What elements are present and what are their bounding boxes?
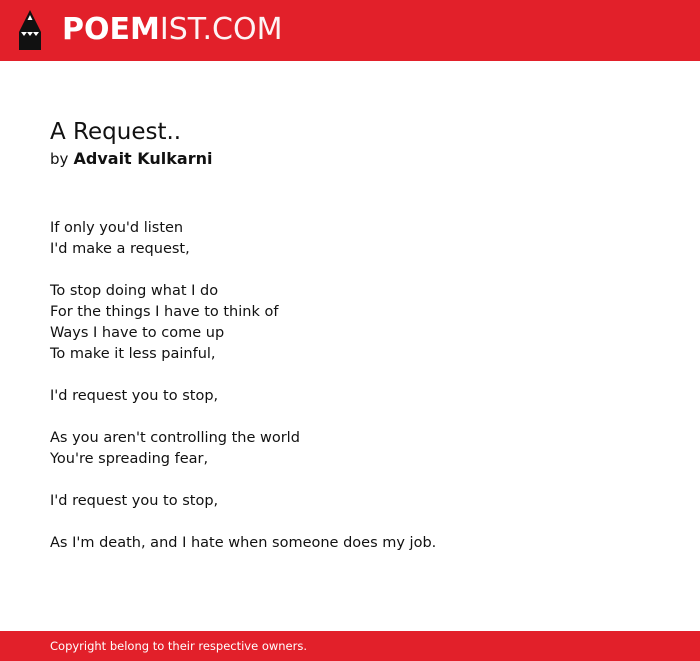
poem-heading [50,116,670,170]
by-label: by [50,150,69,168]
poem-stanza [50,428,670,470]
poem-line: Ways I have to come up [50,325,225,341]
poem-line: For the things I have to think of [50,304,279,320]
poem-line: I'd make a request, [50,241,190,257]
pencil-icon[interactable] [17,9,43,51]
poem-line: As you aren't controlling the world [50,430,300,446]
poem-stanza [50,491,670,512]
poem-line: As I'm death, and I hate when someone does my job. [50,535,437,551]
site-logo[interactable] [62,12,282,48]
poem-line: I'd request you to stop, [50,493,219,509]
logo-light-text: IST.COM [159,12,283,47]
poem-title: A Request.. [50,119,182,145]
site-footer [0,631,700,661]
copyright-text: Copyright belong to their respective owners. [50,639,308,653]
poem-line: To stop doing what I do [50,283,219,299]
poem-line: You're spreading fear, [50,451,209,467]
poem-line: To make it less painful, [50,346,216,362]
poem-stanza [50,218,670,260]
logo-bold-text: POEM [62,12,160,47]
poem-byline [50,148,670,170]
poem-body [50,218,670,575]
poem-author: Advait Kulkarni [73,149,213,168]
poem-stanza [50,386,670,407]
site-header [0,0,700,61]
poem-line: If only you'd listen [50,220,184,236]
poem-stanza [50,533,670,554]
poem-line: I'd request you to stop, [50,388,219,404]
poem-stanza [50,281,670,365]
